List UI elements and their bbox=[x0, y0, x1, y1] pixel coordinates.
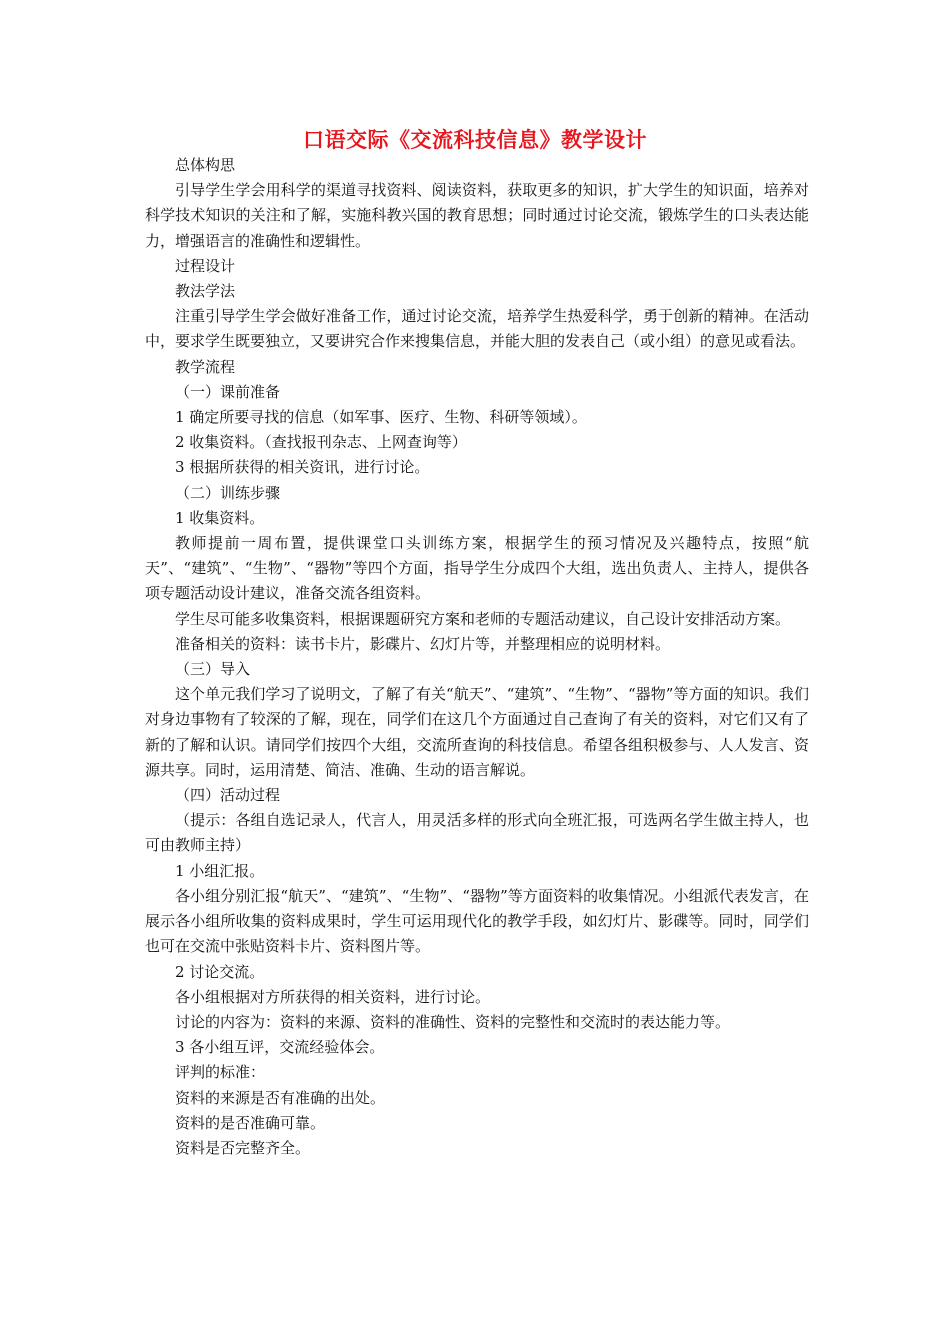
paragraph: 这个单元我们学习了说明文，了解了有关“航天”、“建筑”、“生物”、“器物”等方面的知识。我们对身边事物有了较深的了解，现在，同学们在这几个方面通过自己查询了有关的资料，对它们又有了新的了解和认识。请同学们按四个大组，交流所查询的科技信息。希望各组积极参与、人人发言、资源共享。同时，运用清楚、简洁、准确、生动的语言解说。 bbox=[145, 685, 809, 779]
paragraph: 评判的标准： bbox=[175, 1063, 266, 1082]
heading-section-4: （四）活动过程 bbox=[175, 786, 281, 805]
heading-section-2: （二）训练步骤 bbox=[175, 483, 281, 502]
paragraph-overall-concept: 引导学生学会用科学的渠道寻找资料、阅读资料，获取更多的知识，扩大学生的知识面，培养对科学技术知识的关注和了解，实施科教兴国的教育思想；同时通过讨论交流，锻炼学生的口头表达能力，增强语言的准确性和逻辑性。 bbox=[145, 181, 809, 250]
list-item: 2 讨论交流。 bbox=[175, 962, 265, 981]
paragraph: 各小组分别汇报“航天”、“建筑”、“生物”、“器物”等方面资料的收集情况。小组派代表发言，在展示各小组所收集的资料成果时，学生可运用现代化的教学手段，如幻灯片、影碟等。同时，同学们也可在交流中张贴资料卡片、资料图片等。 bbox=[145, 886, 809, 956]
list-item: 1 收集资料。 bbox=[175, 508, 265, 527]
paragraph: 准备相关的资料：读书卡片，影碟片、幻灯片等，并整理相应的说明材料。 bbox=[175, 634, 671, 653]
paragraph: 学生尽可能多收集资料，根据课题研究方案和老师的专题活动建议，自己设计安排活动方案。 bbox=[175, 609, 791, 628]
heading-overall-concept: 总体构思 bbox=[175, 156, 236, 174]
paragraph-teaching-methods: 注重引导学生学会做好准备工作，通过讨论交流，培养学生热爱科学，勇于创新的精神。在活动中，要求学生既要独立，又要讲究合作来搜集信息，并能大胆的发表自己（或小组）的意见或看法。 bbox=[145, 307, 809, 351]
paragraph: 资料的是否准确可靠。 bbox=[175, 1113, 326, 1132]
heading-teaching-flow: 教学流程 bbox=[175, 357, 236, 376]
list-item: 3 根据所获得的相关资讯，进行讨论。 bbox=[175, 458, 430, 477]
paragraph: 各小组根据对方所获得的相关资料，进行讨论。 bbox=[175, 987, 491, 1006]
list-item: 1 小组汇报。 bbox=[175, 861, 265, 880]
paragraph: 讨论的内容为：资料的来源、资料的准确性、资料的完整性和交流时的表达能力等。 bbox=[175, 1012, 731, 1031]
paragraph: 资料是否完整齐全。 bbox=[175, 1138, 311, 1157]
paragraph: 教师提前一周布置，提供课堂口头训练方案，根据学生的预习情况及兴趣特点，按照“航天”、“建筑”、“生物”、“器物”等四个方面，指导学生分成四个大组，选出负责人、主持人，提供各项专题活动设计建议，准备交流各组资料。 bbox=[145, 534, 809, 603]
list-item: 3 各小组互评，交流经验体会。 bbox=[175, 1038, 385, 1057]
heading-section-3: （三）导入 bbox=[175, 660, 251, 679]
paragraph: 资料的来源是否有准确的出处。 bbox=[175, 1088, 386, 1107]
heading-process-design: 过程设计 bbox=[175, 256, 236, 275]
list-item: 2 收集资料。（查找报刊杂志、上网查询等） bbox=[175, 433, 467, 452]
document-body bbox=[145, 153, 809, 1161]
list-item: 1 确定所要寻找的信息（如军事、医疗、生物、科研等领域）。 bbox=[175, 408, 587, 427]
paragraph-hint: （提示：各组自选记录人，代言人，用灵活多样的形式向全班汇报，可选两名学生做主持人，也可由教师主持） bbox=[145, 811, 809, 855]
heading-teaching-methods: 教法学法 bbox=[175, 282, 236, 301]
heading-section-1: （一）课前准备 bbox=[175, 382, 281, 401]
document-title: 口语交际《交流科技信息》教学设计 bbox=[303, 128, 647, 152]
